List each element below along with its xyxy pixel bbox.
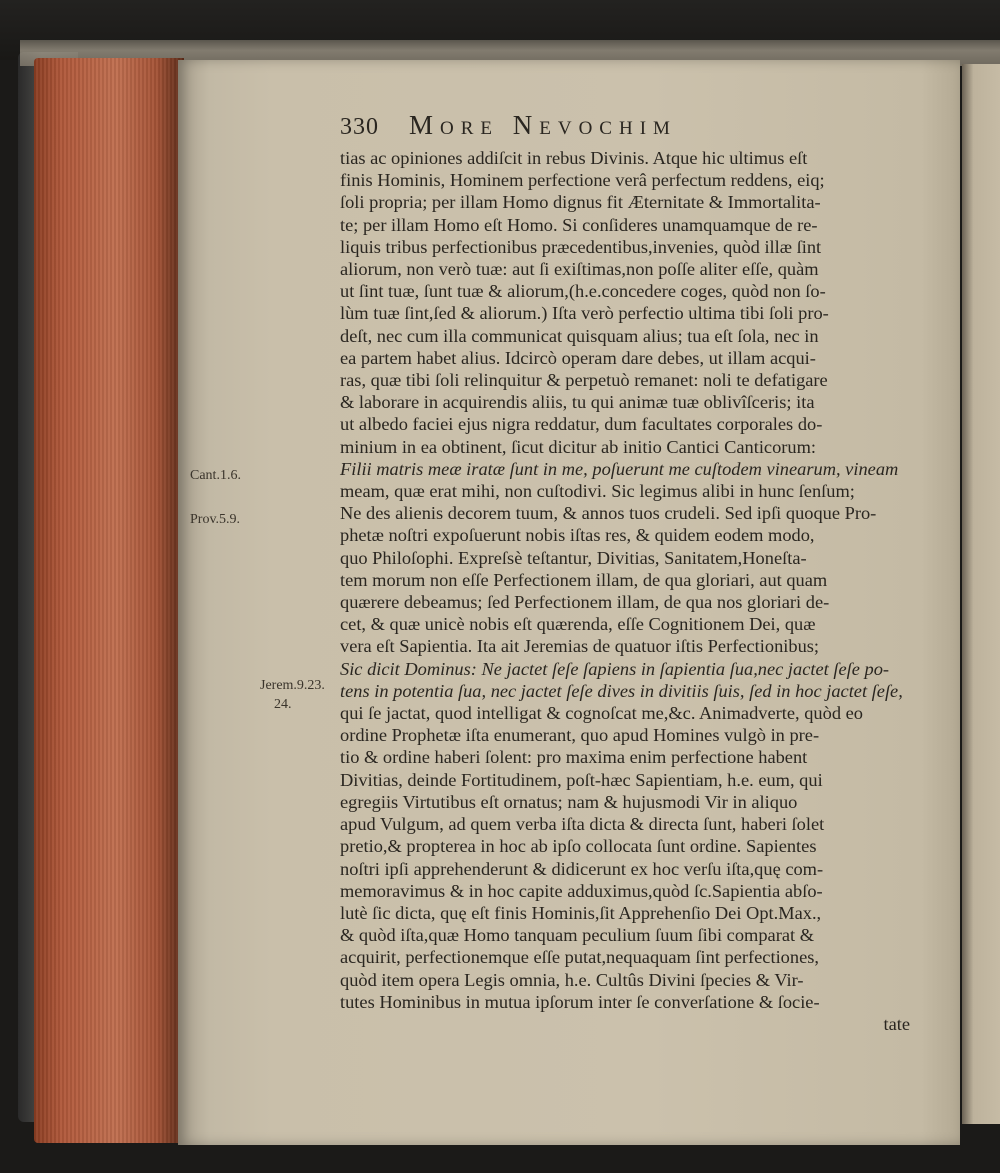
text-line: tio & ordine haberi ſolent: pro maxima enim perfectione habent <box>340 747 808 768</box>
text-line: Divitias, deinde Fortitudinem, poſt-hæc Sapientiam, h.e. eum, qui <box>340 769 823 790</box>
text-line: Ne des alienis decorem tuum, & annos tuos crudeli. Sed ipſi quoque Pro- <box>340 503 877 524</box>
margin-note: Jerem.9.23. <box>260 678 325 693</box>
text-line: ea partem habet alius. Idcircò operam dare debes, ut illam acqui- <box>340 347 816 368</box>
text-line: & laborare in acquirendis aliis, tu qui animæ tuæ oblivîſceris; ita <box>340 392 815 413</box>
text-line: tem morum non eſſe Perfectionem illam, de qua gloriari, aut quam <box>340 569 828 590</box>
text-line: apud Vulgum, ad quem verba iſta dicta & directa ſunt, haberi ſolet <box>340 814 825 835</box>
text-line: tias ac opiniones addiſcit in rebus Divinis. Atque hic ultimus eſt <box>340 148 808 168</box>
text-line: ut ſint tuæ, ſunt tuæ & aliorum,(h.e.concedere coges, quòd non ſo- <box>340 281 826 302</box>
text-line: acquirit, perfectionemque eſſe putat,nequaquam ſint perfectiones, <box>340 947 819 968</box>
page-edges <box>34 58 184 1143</box>
text-line: ras, quæ tibi ſoli relinquitur & perpetuò remanet: noli te defatigare <box>340 370 828 391</box>
running-head <box>340 110 677 150</box>
facing-page-edge <box>962 64 1000 1124</box>
text-line: minium in ea obtinent, ſicut dicitur ab initio Cantici Canticorum: <box>340 436 817 457</box>
page-body-text <box>340 147 910 1035</box>
text-line: quærere debeamus; ſed Perfectionem illam, de qua nos gloriari de- <box>340 592 830 613</box>
margin-note: Cant.1.6. <box>190 468 241 483</box>
text-line: te; per illam Homo eſt Homo. Si conſideres unamquamque de re- <box>340 214 818 235</box>
margin-notes <box>190 0 340 1173</box>
text-line: cet, & quæ unicè nobis eſt quærenda, eſſe Cognitionem Dei, quæ <box>340 614 816 635</box>
text-line: tutes Hominibus in mutua ipſorum inter ſe converſatione & ſocie- <box>340 991 820 1012</box>
catchword: tate <box>883 1013 910 1034</box>
text-line: quòd item opera Legis omnia, h.e. Cultûs Divini ſpecies & Vir- <box>340 969 804 990</box>
margin-note: Prov.5.9. <box>190 512 241 527</box>
text-line: deſt, nec cum illa communicat quisquam alius; tua eſt ſola, nec in <box>340 325 819 346</box>
text-line: Sic dicit Dominus: Ne jactet ſeſe ſapiens in ſapientia ſua,nec jactet ſeſe po- <box>340 658 890 679</box>
text-line: meam, quæ erat mihi, non cuſtodivi. Sic legimus alibi in hunc ſenſum; <box>340 481 855 502</box>
text-line: lutè ſic dicta, quę eſt finis Hominis,ſit Apprehenſio Dei Opt.Max., <box>340 902 822 923</box>
text-line: phetæ noſtri expoſuerunt nobis iſtas res, & quidem eodem modo, <box>340 525 815 546</box>
text-line: ut albedo faciei ejus nigra reddatur, dum facultates corporales do- <box>340 414 823 435</box>
text-line: liquis tribus perfectionibus præcedentibus,invenies, quòd illæ ſint <box>340 236 822 257</box>
page-number: 330 <box>340 114 379 140</box>
text-line: ordine Prophetæ iſta enumerant, quo apud Homines vulgò in pre- <box>340 725 820 746</box>
text-line: lùm tuæ ſint,ſed & aliorum.) Iſta verò perfectio ultima tibi ſoli pro- <box>340 303 829 324</box>
running-title: More Nevochim <box>409 110 677 140</box>
text-line: qui ſe jactat, quod intelligat & cognoſcat me,&c. Animadverte, quòd eo <box>340 703 863 724</box>
text-line: tens in potentia ſua, nec jactet ſeſe dives in divitiis ſuis, ſed in hoc jactet ſeſe, <box>340 680 903 701</box>
text-line: noſtri ipſi apprehenderunt & didicerunt ex hoc verſu iſta,quę com- <box>340 858 824 879</box>
text-line: aliorum, non verò tuæ: aut ſi exiſtimas,non poſſe aliter eſſe, quàm <box>340 259 819 280</box>
text-line: finis Hominis, Hominem perfectione verâ perfectum reddens, eiq; <box>340 170 825 191</box>
text-line: ſoli propria; per illam Homo dignus fit Æternitate & Immortalita- <box>340 192 821 213</box>
text-line: Filii matris meæ iratæ ſunt in me, poſuerunt me cuſtodem vinearum, vineam <box>340 458 899 479</box>
text-line: & quòd iſta,quæ Homo tanquam peculium ſuum ſibi comparat & <box>340 925 814 946</box>
text-line: pretio,& propterea in hoc ab ipſo collocata ſunt ordine. Sapientes <box>340 836 817 857</box>
text-line: egregiis Virtutibus eſt ornatus; nam & hujusmodi Vir in aliquo <box>340 791 798 812</box>
text-line: quo Philoſophi. Expreſsè teſtantur, Divitias, Sanitatem,Honeſta- <box>340 547 807 568</box>
margin-note: 24. <box>274 697 292 712</box>
text-line: memoravimus & in hoc capite adduximus,quòd ſc.Sapientia abſo- <box>340 880 823 901</box>
text-line: vera eſt Sapientia. Ita ait Jeremias de quatuor iſtis Perfectionibus; <box>340 636 820 657</box>
